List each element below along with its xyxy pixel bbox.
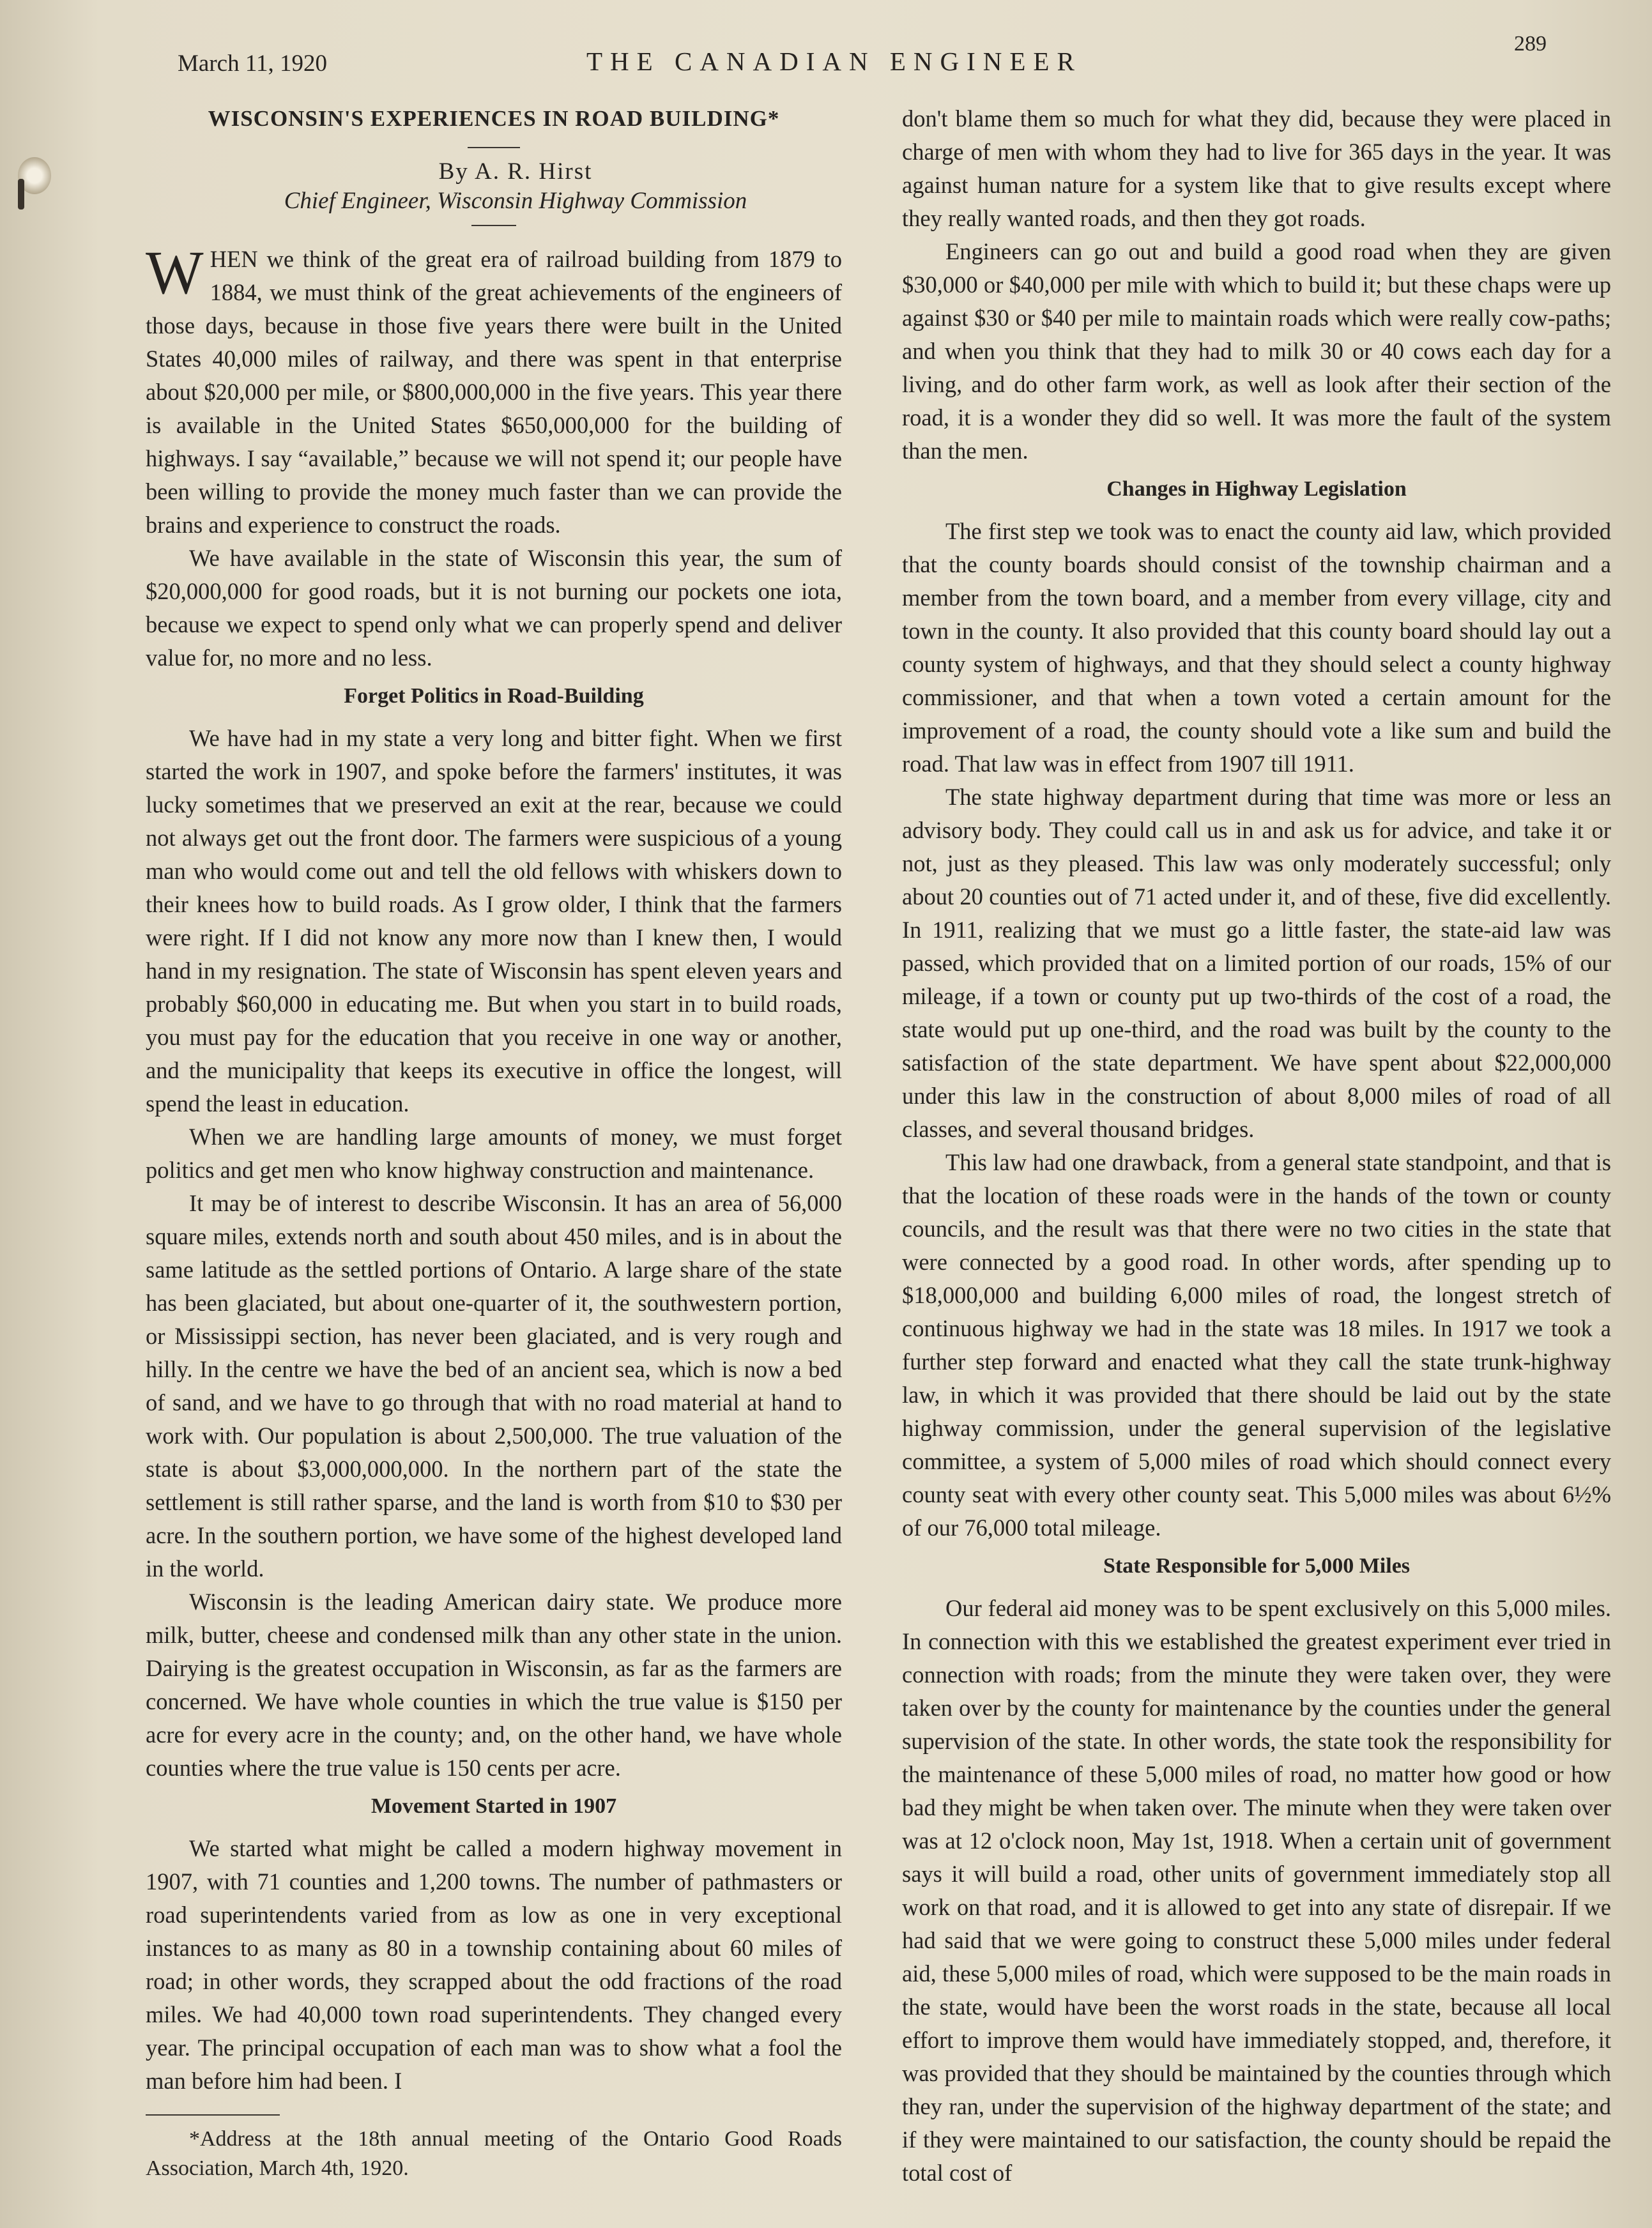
left-column <box>146 102 842 2180</box>
author-affiliation: Chief Engineer, Wisconsin Highway Commission <box>284 188 747 214</box>
drop-cap: W <box>146 238 204 307</box>
footnote-rule <box>146 2114 280 2116</box>
paragraph: We have had in my state a very long and bitter fight. When we first started the work in 1907, and spoke before the farmers' institutes, it was lucky sometimes that we preserved an exit at the rear, because we could not always get out the front door. The farmers were suspicious of a young man who would come out and tell the old fellows with whiskers down to their knees how to build roads. As I grow older, I think that the farmers were right. If I did not know any more now than I knew then, I would hand in my resignation. The state of Wisconsin has spent eleven years and probably $60,000 in educating me. But when you start in to build roads, you must pay for the education that you receive in one way or another, and the municipality that keeps its executive in office the longest, will spend the least in education. <box>146 725 842 1117</box>
paragraph: The state highway department during that time was more or less an advisory body. They could call us in and ask us for advice, and take it or not, just as they pleased. This law was only moderately successful; only about 20 counties out of 71 acted under it, and of these, five did excellently. In 1911, realizing that we must go a little faster, the state-aid law was passed, which provided that on a limited portion of our roads, 15% of our mileage, if a town or county put up two-thirds of the cost of a road, the state would put up one-third, and the road was built by the county to the satisfaction of the state department. We have spent about $22,000,000 under this law in the construction of about 8,000 miles of road of all classes, and several thousand bridges. <box>902 784 1611 1142</box>
paragraph-intro: WHEN we think of the great era of railroad building from 1879 to 1884, we must think of the great achievements of the engineers of those days, because in those five years there were built in the United States 40,000 miles of railway, and there was spent in that enterprise about $20,000 per mile, or $800,000,000 in the five years. This year there is available in the United States $650,000,000 for the building of highways. I say “available,” because we will not spend it; our people have been willing to provide the money much faster than we can provide the brains and experience to construct the roads. <box>146 238 842 538</box>
paragraph: Our federal aid money was to be spent exclusively on this 5,000 miles. In connection with this we established the greatest experiment ever tried in connection with roads; from the minute they were taken over, they were taken over by the county for maintenance by the counties under the general supervision of the state. In other words, the state took the responsibility for the maintenance of these 5,000 miles of road, no matter how good or how bad they might be when taken over. The minute when they were taken over was at 12 o'clock noon, May 1st, 1918. When a certain unit of government says it will build a road, other units of government immediately stop all work on that road, and it is allowed to get into any state of disrepair. If we had said that we were going to construct these 5,000 miles under federal aid, these 5,000 miles of road, which were supposed to be the main roads in the state, would have been the worst roads in the state, because all local effort to improve them would have immediately stopped, and, therefore, it was provided that they should be maintained by the counties through which they ran, under the supervision of the highway department of the state; and if they were maintained to our satisfaction, the county should be repaid the total cost of <box>902 1595 1611 2186</box>
paragraph: The first step we took was to enact the county aid law, which provided that the county boards should consist of the township chairman and a member from the town board, and a member from every village, city and town in the county. It also provided that this county board should lay out a county system of highways, and that they should select a county highway commissioner, and that when a town voted a certain amount for the improvement of a road, the county should vote a like sum and build the road. That law was in effect from 1907 till 1911. <box>902 518 1611 777</box>
paragraph: don't blame them so much for what they did, because they were placed in charge of men with whom they had to live for 365 days in the year. It was against human nature for a system like that to give results except where they really wanted roads, and then they got roads. <box>902 105 1611 231</box>
right-column <box>902 102 1611 2186</box>
paragraph: When we are handling large amounts of money, we must forget politics and get men who know highway construction and maintenance. <box>146 1124 842 1183</box>
section-heading-forget-politics: Forget Politics in Road-Building <box>344 684 644 708</box>
footnote: *Address at the 18th annual meeting of the Ontario Good Roads Association, March 4th, 1920. <box>146 2127 842 2180</box>
issue-date: March 11, 1920 <box>178 50 327 77</box>
paragraph: Engineers can go out and build a good road when they are given $30,000 or $40,000 per mile with which to build it; but these chaps were up against $30 or $40 per mile to maintain roads which were really cow-paths; and when you think that they had to milk 30 or 40 cows each day for a living, and do other farm work, as well as look after their section of the road, it is a wonder they did so well. It was more the fault of the system than the men. <box>902 238 1611 464</box>
byline-rule <box>471 225 516 226</box>
running-head <box>0 32 1652 91</box>
page-number: 289 <box>1514 32 1547 56</box>
title-rule <box>468 147 520 148</box>
article-title: WISCONSIN'S EXPERIENCES IN ROAD BUILDING* <box>208 106 780 131</box>
paragraph: We have available in the state of Wisconsin this year, the sum of $20,000,000 for good roads, but it is not burning our pockets one iota, because we expect to spend only what we can properly spend and deliver value for, no more and no less. <box>146 545 842 671</box>
binding-mark <box>18 179 24 210</box>
paragraph: This law had one drawback, from a general state standpoint, and that is that the location of these roads were in the hands of the town or county councils, and the result was that there were no two cities in the state that were connected by a good road. In other words, after spending up to $18,000,000 and building 6,000 miles of road, the longest stretch of continuous highway we had in the state was 18 miles. In 1917 we took a further step forward and enacted what they call the state trunk-highway law, in which it was provided that there should be laid out by the state highway commission, under the general supervision of the legislative committee, a system of 5,000 miles of road which should connect every county seat with every other county seat. This 5,000 miles was about 6½% of our 76,000 total mileage. <box>902 1149 1611 1541</box>
paragraph: We started what might be called a modern highway movement in 1907, with 71 counties and 1,200 towns. The number of pathmasters or road superintendents varied from as low as one in very exceptional instances to as many as 80 in a township containing about 60 miles of road; in other words, they scrapped about the odd fractions of the road miles. We had 40,000 town road superintendents. They changed every year. The principal occupation of each man was to show what a fool the man before him had been. I <box>146 1835 842 2094</box>
section-heading-state-responsible: State Responsible for 5,000 Miles <box>1103 1554 1411 1578</box>
paragraph: It may be of interest to describe Wisconsin. It has an area of 56,000 square miles, extends north and south about 450 miles, and is in about the same latitude as the settled portions of Ontario. A large share of the state has been glaciated, but about one-quarter of it, the southwestern portion, or Mississippi section, has never been glaciated, and is very rough and hilly. In the centre we have the bed of an ancient sea, which is now a bed of sand, and we have to go through that with no road material at hand to work with. Our population is about 2,500,000. The true valuation of the state is about $3,000,000,000. In the northern part of the state the settlement is still rather sparse, and the land is worth from $10 to $30 per acre. In the southern portion, we have some of the highest developed land in the world. <box>146 1190 842 1582</box>
journal-title: THE CANADIAN ENGINEER <box>586 47 1082 76</box>
paragraph: Wisconsin is the leading American dairy state. We produce more milk, butter, cheese and condensed milk than any other state in the union. Dairying is the greatest occupation in Wisconsin, as far as the farmers are concerned. We have whole counties in which the true value is $150 per acre for every acre in the county; and, on the other hand, we have whole counties where the true value is 150 cents per acre. <box>146 1589 842 1781</box>
section-heading-movement-started: Movement Started in 1907 <box>371 1794 617 1818</box>
section-heading-changes-legislation: Changes in Highway Legislation <box>1106 477 1407 501</box>
byline: By A. R. Hirst <box>438 158 593 185</box>
